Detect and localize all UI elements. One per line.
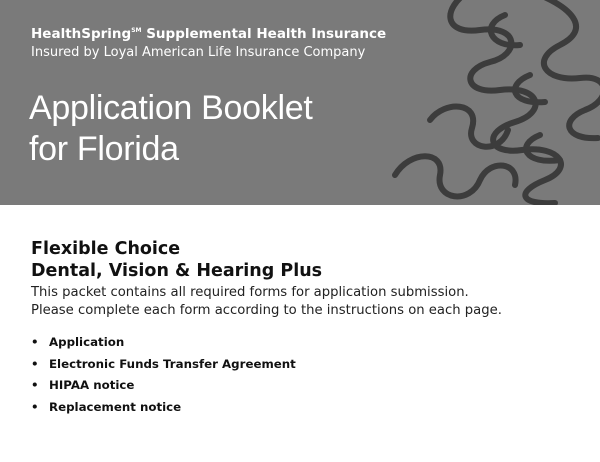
form-list [31,332,571,418]
banner-notch [360,205,600,209]
service-mark: SM [131,27,142,34]
booklet-title [29,88,389,170]
brand-name: HealthSpring [31,26,132,42]
form-list-item [31,332,571,354]
form-label: Replacement notice [49,399,182,414]
form-label: HIPAA notice [49,378,135,392]
plan-name-line-1: Flexible Choice [31,239,181,259]
insurer-line: Insured by Loyal American Life Insurance Company [31,45,366,60]
plan-intro-line-2: Please complete each form according to the instructions on each page. [31,303,502,318]
plan-intro-line-1: This packet contains all required forms for application submission. [31,285,469,300]
bullet-icon: • [31,356,39,371]
bullet-icon: • [31,378,39,392]
form-list-item [31,375,571,397]
form-list-item [31,397,571,419]
form-list-item [31,354,571,376]
plan-section [31,238,571,418]
booklet-title-line-1: Application Booklet [29,89,313,127]
product-line: Supplemental Health Insurance [141,26,387,42]
plan-name-line-2: Dental, Vision & Hearing Plus [31,261,323,281]
brand-line [31,26,386,42]
form-label: Application [49,335,125,349]
form-label: Electronic Funds Transfer Agreement [49,356,296,371]
header-banner [0,0,600,205]
bullet-icon: • [31,335,39,349]
bullet-icon: • [31,399,39,414]
booklet-title-line-2: for Florida [29,130,179,168]
plan-intro [31,284,571,320]
